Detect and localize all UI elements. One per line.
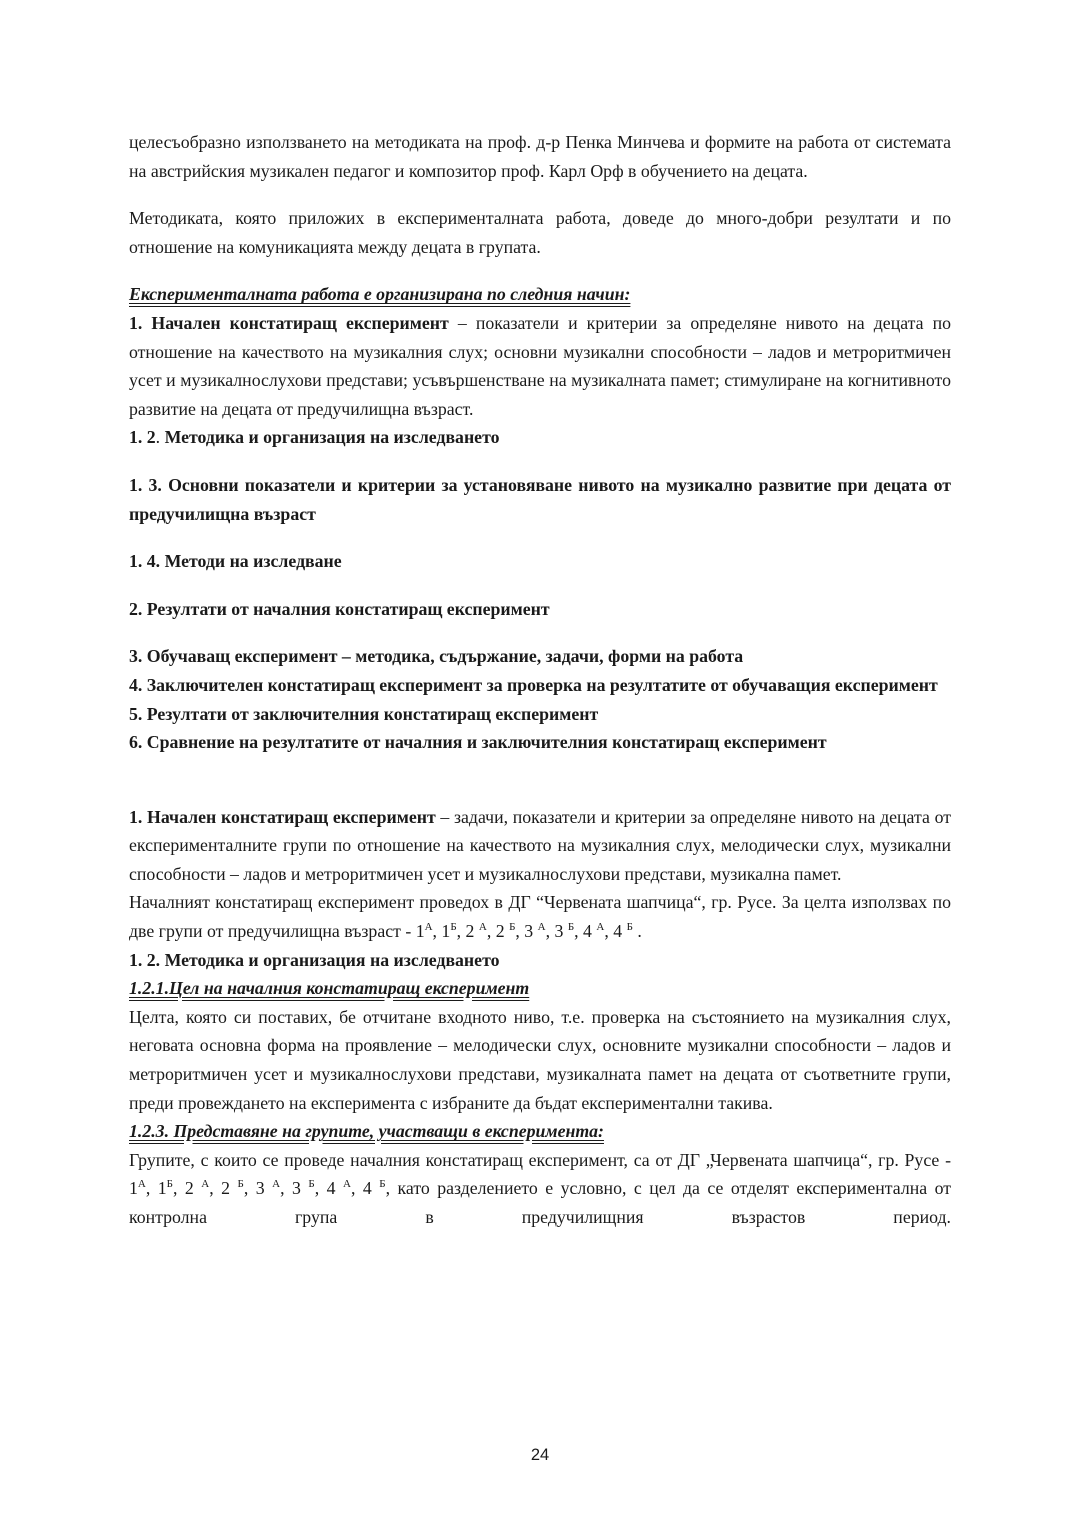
list-item-5-title: 5. Резултати от заключителния констатиращ експеримент (129, 703, 599, 724)
group-label: $1^Б$ (441, 921, 457, 942)
page-content (129, 128, 951, 1232)
list-item-3-title: 3. Обучаващ експеримент – методика, съдържание, задачи, форми на работа (129, 646, 744, 667)
list-item-1-2-title: Методика и организация на изследването (160, 427, 500, 448)
group-label: $1^А$ (415, 921, 433, 942)
experiment-start-end: . (637, 921, 642, 942)
list-item-2 (129, 595, 951, 624)
organization-heading-text: Експерименталната работа е организирана по следния начин: (129, 284, 631, 305)
section-1-title: 1. Начален констатиращ експеримент (129, 806, 436, 827)
paragraph-methodology-intro: целесъобразно използването на методиката на проф. д-р Пенка Минчева и формите на работа от системата на австрийския музикален педагог и композитор проф. Карл Орф в обучението на децата. (129, 132, 951, 181)
subsection-1-2-title: 1. 2. Методика и организация на изследването (129, 949, 500, 970)
list-item-1 (129, 309, 951, 423)
group-label: 4 $^Б$ (362, 1178, 386, 1199)
list-item-1-3 (129, 471, 951, 528)
list-item-1-2-number: 1. 2 (129, 427, 156, 448)
organization-heading (129, 280, 951, 309)
group-label: 2 $^А$ (465, 921, 487, 942)
list-item-4 (129, 671, 951, 700)
group-label: $1^А$ (129, 1178, 146, 1199)
list-item-3 (129, 642, 951, 671)
list-item-1-4-title: 1. 4. Методи на изследване (129, 551, 342, 572)
list-item-1-title: 1. Начален констатиращ експеримент (129, 312, 449, 333)
section-1-paragraph (129, 803, 951, 889)
list-item-6 (129, 728, 951, 757)
group-label: $1^Б$ (157, 1178, 173, 1199)
subsection-1-2-1-title: 1.2.1.Цел на началния констатиращ експеримент (129, 978, 530, 999)
group-label: 2 $^Б$ (221, 1178, 244, 1199)
group-label: 4 $^А$ (326, 1178, 351, 1199)
list-item-6-title: 6. Сравнение на резултатите от началния и заключителния констатиращ експеримент (129, 732, 827, 753)
subsection-1-2-heading (129, 946, 951, 975)
list-item-5 (129, 700, 951, 729)
group-label: 4 $^Б$ (613, 921, 633, 942)
paragraph-experiment-start (129, 888, 951, 945)
list-item-1-2 (129, 423, 951, 452)
list-item-1-3-title: 1. 3. Основни показатели и критерии за установяване нивото на музикално развитие при децата от предучилищна възраст (129, 474, 951, 524)
group-label: 3 $^Б$ (554, 921, 575, 942)
paragraph-groups (129, 1146, 951, 1232)
groups-intro-text: Групите, с които се проведе началния констатиращ експеримент, са от ДГ „Червената шапчица“, гр. Русе - (129, 1149, 951, 1170)
experiment-start-text: Началният констатиращ експеримент проведох в ДГ “Червената шапчица“, гр. Русе. За целта използвах по две групи от предучилищна възраст - (129, 892, 951, 942)
group-list: $1^А$, $1^Б$, 2 $^А$, 2 $^Б$, 3 $^А$, 3 $^Б$, 4 $^А$, 4 $^Б$ (129, 1178, 386, 1199)
section-1-text: – задачи, показатели и критерии за определяне нивото на децата от експерименталните групи по отношение на качеството на музикалния слух, мелодически слух, музикални способности – ладов и метроритмичен усет и музикалнослухови представи, музикална памет. (129, 806, 952, 884)
group-list: $1^А$, $1^Б$, 2 $^А$, 2 $^Б$, 3 $^А$, 3 $^Б$, 4 $^А$, 4 $^Б$ (415, 921, 633, 942)
paragraph-goal: Целта, която си поставих, бе отчитане входното ниво, т.е. проверка на състоянието на музикалния слух, неговата основна форма на проявление – мелодически слух, основните музикални способности – ладов и метроритмичен усет и музикалнослухови представи, музикалната памет на децата от съответните групи, преди провеждането на експеримента с избраните да бъдат експериментални такива. (129, 1006, 951, 1113)
group-label: 2 $^Б$ (495, 921, 516, 942)
group-label: 3 $^Б$ (292, 1178, 315, 1199)
list-item-4-title: 4. Заключителен констатиращ експеримент за проверка на резултатите от обучаващия експеримент (129, 674, 938, 695)
subsection-1-2-3-title: 1.2.3. Представяне на групите, участващи в експеримента: (129, 1121, 604, 1142)
group-label: 3 $^А$ (255, 1178, 281, 1199)
list-item-1-2-dot: . (155, 427, 161, 448)
list-item-1-text: – показатели и критерии за определяне нивото на децата по отношение на качеството на музикалния слух; основни музикални способности – ладов и метроритмичен усет и музикалнослухови представи; усъвършенстване на музикалната памет; стимулиране на когнитивното развитие на децата от предучилищна възраст. (129, 312, 951, 419)
list-item-1-4 (129, 547, 951, 576)
groups-end-text: , като разделението е условно, с цел да се отделят експериментална от контролна група в предучилищния възрастов период. (129, 1178, 952, 1227)
subsection-1-2-3-heading (129, 1117, 951, 1146)
group-label: 4 $^А$ (583, 921, 605, 942)
group-label: 2 $^А$ (184, 1178, 210, 1199)
page-number: 24 (530, 1446, 550, 1464)
group-label: 3 $^А$ (524, 921, 546, 942)
subsection-1-2-1-heading (129, 974, 951, 1003)
list-item-2-title: 2. Резултати от началния констатиращ експеримент (129, 598, 550, 619)
paragraph-methodology-results: Методиката, която приложих в експерименталната работа, доведе до много-добри резултати и по отношение на комуникацията между децата в групата. (129, 208, 951, 257)
